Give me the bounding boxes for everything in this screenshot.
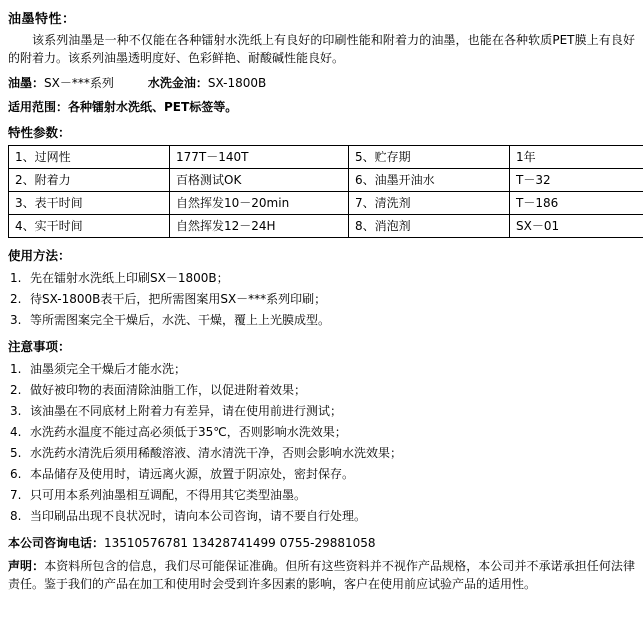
contact-label: 本公司咨询电话： [8,536,105,550]
disclaimer-text: 本资料所包含的信息，我们尽可能保证准确。但所有这些资料并不视作产品规格，本公司并不承诺承担任何法律责任。鉴于我们的产品在加工和使用时会受到许多因素的影响，客户在使用前应试验产品的适用性。 [8,559,635,591]
table-row [9,146,643,169]
cell: T－32 [510,169,643,192]
step-text: 待SX-1800B表干后，把所需图案用SX－***系列印刷； [30,292,327,306]
notes-title: 注意事项： [8,339,71,354]
cell: 3、表干时间 [9,192,170,215]
note-number: 6. [10,467,22,481]
cell: SX－01 [510,215,643,238]
scope-line [8,97,635,117]
gold-label: 水洗金油： [147,76,208,90]
usage-title: 使用方法： [8,248,71,263]
list-item [8,443,635,464]
note-text: 水洗药水温度不能过高必须低于35℃，否则影响水洗效果； [30,425,347,439]
note-number: 7. [10,488,22,502]
list-item [8,506,635,527]
step-text: 等所需图案完全干燥后，水洗、干燥，覆上上光膜成型。 [30,313,331,327]
note-text: 当印刷品出现不良状况时，请向本公司咨询，请不要自行处理。 [30,509,367,523]
cell: 5、贮存期 [349,146,510,169]
cell: 6、油墨开油水 [349,169,510,192]
cell: 自然挥发12－24H [170,215,349,238]
step-number: 1. [10,271,22,285]
note-number: 1. [10,362,22,376]
usage-steps-list [8,268,635,331]
table-row [9,215,643,238]
note-number: 8. [10,509,22,523]
gold-value: SX-1800B [207,76,267,90]
table-row [9,192,643,215]
cell: T－186 [510,192,643,215]
cell: 1年 [510,146,643,169]
scope-label: 适用范围： [8,100,69,114]
disclaimer-label: 声明： [8,559,45,573]
params-table [8,145,643,238]
params-title: 特性参数： [8,125,71,140]
step-text: 先在镭射水洗纸上印刷SX－1800B； [30,271,229,285]
note-number: 4. [10,425,22,439]
cell: 8、消泡剂 [349,215,510,238]
cell: 百格测试OK [170,169,349,192]
disclaimer-paragraph [8,557,635,593]
contact-line [8,533,635,553]
cell: 自然挥发10－20min [170,192,349,215]
list-item [8,464,635,485]
cell: 177T－140T [170,146,349,169]
list-item [8,380,635,401]
list-item [8,310,635,331]
note-number: 3. [10,404,22,418]
page-title: 油墨特性： [8,12,76,27]
note-text: 水洗药水清洗后须用稀酸溶液、清水清洗干净，否则会影响水洗效果； [30,446,403,460]
note-number: 2. [10,383,22,397]
cell: 7、清洗剂 [349,192,510,215]
ink-label: 油墨： [8,76,45,90]
ink-value: SX－***系列 [44,76,114,90]
list-item [8,422,635,443]
note-text: 做好被印物的表面清除油脂工作，以促进附着效果； [30,383,307,397]
list-item [8,289,635,310]
note-text: 该油墨在不同底材上附着力有差异，请在使用前进行测试； [30,404,343,418]
scope-value: 各种镭射水洗纸、PET标签等。 [68,100,238,114]
note-number: 5. [10,446,22,460]
notes-list [8,359,635,527]
list-item [8,268,635,289]
list-item [8,359,635,380]
note-text: 只可用本系列油墨相互调配，不得用其它类型油墨。 [30,488,307,502]
cell: 4、实干时间 [9,215,170,238]
ink-line [8,73,635,93]
note-text: 本品储存及使用时，请远离火源，放置于阴凉处，密封保存。 [30,467,355,481]
list-item [8,485,635,506]
step-number: 3. [10,313,22,327]
intro-paragraph: 该系列油墨是一种不仅能在各种镭射水洗纸上有良好的印刷性能和附着力的油墨，也能在各种软质PET膜上有良好的附着力。该系列油墨透明度好、色彩鲜艳、耐酸碱性能良好。 [8,33,635,65]
table-row [9,169,643,192]
step-number: 2. [10,292,22,306]
list-item [8,401,635,422]
cell: 2、附着力 [9,169,170,192]
cell: 1、过网性 [9,146,170,169]
contact-value: 13510576781 13428741499 0755-29881058 [104,536,376,550]
note-text: 油墨须完全干燥后才能水洗； [30,362,187,376]
